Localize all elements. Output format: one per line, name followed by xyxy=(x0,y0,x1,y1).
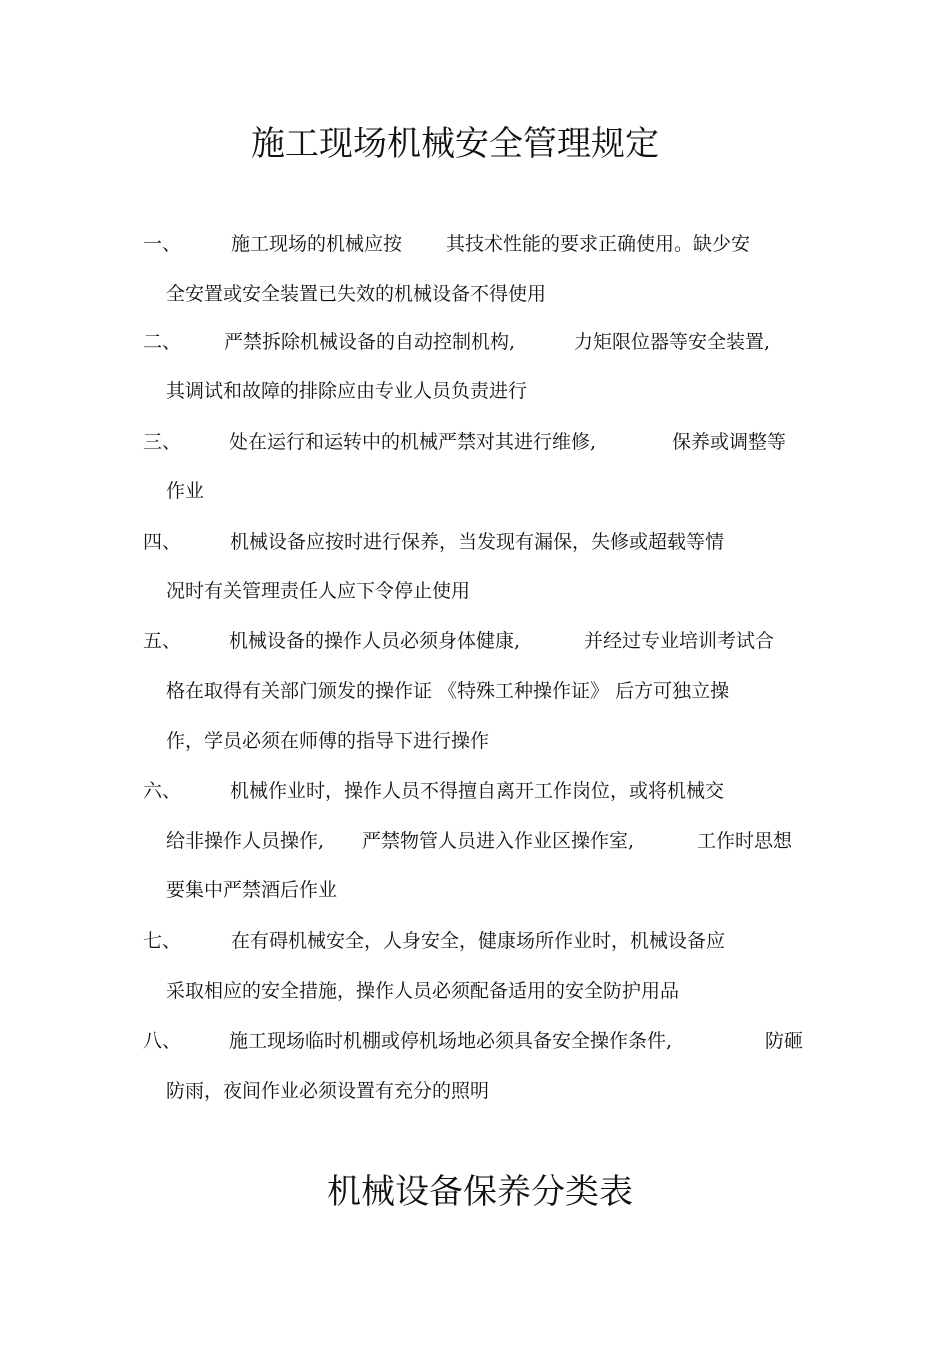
clause-2-numeral: 二、 xyxy=(143,331,182,353)
clause-6-line-2 xyxy=(0,826,950,856)
clause-7-line-2: 采取相应的安全措施，操作人员必须配备适用的安全防护用品 xyxy=(166,980,680,1002)
clause-5-numeral: 五、 xyxy=(143,630,182,652)
clause-6-line-1 xyxy=(0,776,950,806)
clause-1-line-1 xyxy=(0,229,950,259)
clause-5-text-a: 机械设备的操作人员必须身体健康, xyxy=(229,630,521,652)
clause-4-numeral: 四、 xyxy=(143,531,182,553)
clause-6-cont-a: 给非操作人员操作, xyxy=(166,830,325,852)
clause-6-line-3: 要集中严禁酒后作业 xyxy=(166,879,338,901)
table-section-title: 机械设备保养分类表 xyxy=(327,1172,633,1212)
clause-1-text-a: 施工现场的机械应按 xyxy=(231,233,403,255)
clause-2-text-a: 严禁拆除机械设备的自动控制机构, xyxy=(224,331,516,353)
clause-4-text-a: 机械设备应按时进行保养，当发现有漏保，失修或超载等情 xyxy=(230,531,725,553)
clause-8-text-a: 施工现场临时机棚或停机场地必须具备安全操作条件, xyxy=(229,1030,673,1052)
clause-2-text-b: 力矩限位器等安全装置, xyxy=(574,331,771,353)
clause-8-line-2: 防雨，夜间作业必须设置有充分的照明 xyxy=(166,1080,490,1102)
clause-7-line-1 xyxy=(0,926,950,956)
clause-8-text-b: 防砸 xyxy=(765,1030,804,1052)
clause-2-line-1 xyxy=(0,327,950,357)
clause-1-numeral: 一、 xyxy=(143,233,182,255)
page-title: 施工现场机械安全管理规定 xyxy=(251,124,659,164)
clause-3-text-a: 处在运行和运转中的机械严禁对其进行维修, xyxy=(229,431,597,453)
clause-3-line-2: 作业 xyxy=(166,480,205,502)
clause-5-line-1 xyxy=(0,626,950,656)
clause-6-cont-b: 严禁物管人员进入作业区操作室, xyxy=(362,830,635,852)
clause-1-text-b: 其技术性能的要求正确使用。缺少安 xyxy=(446,233,751,255)
clause-7-numeral: 七、 xyxy=(143,930,182,952)
clause-5-line-2: 格在取得有关部门颁发的操作证 《特殊工种操作证》 后方可独立操 xyxy=(166,680,730,702)
clause-4-line-1 xyxy=(0,527,950,557)
clause-5-line-3: 作，学员必须在师傅的指导下进行操作 xyxy=(166,730,490,752)
clause-6-numeral: 六、 xyxy=(143,780,182,802)
clause-2-line-2: 其调试和故障的排除应由专业人员负责进行 xyxy=(166,380,528,402)
clause-7-text-a: 在有碍机械安全，人身安全，健康场所作业时，机械设备应 xyxy=(231,930,726,952)
clause-5-text-b: 并经过专业培训考试合 xyxy=(584,630,775,652)
clause-6-text-a: 机械作业时，操作人员不得擅自离开工作岗位，或将机械交 xyxy=(230,780,725,802)
clause-8-line-1 xyxy=(0,1026,950,1056)
clause-4-line-2: 况时有关管理责任人应下令停止使用 xyxy=(166,580,471,602)
clause-1-line-2: 全安置或安全装置已失效的机械设备不得使用 xyxy=(166,283,547,305)
clause-3-text-b: 保养或调整等 xyxy=(672,431,787,453)
clause-6-cont-c: 工作时思想 xyxy=(697,830,793,852)
clause-3-numeral: 三、 xyxy=(143,431,182,453)
clause-3-line-1 xyxy=(0,427,950,457)
clause-8-numeral: 八、 xyxy=(143,1030,182,1052)
